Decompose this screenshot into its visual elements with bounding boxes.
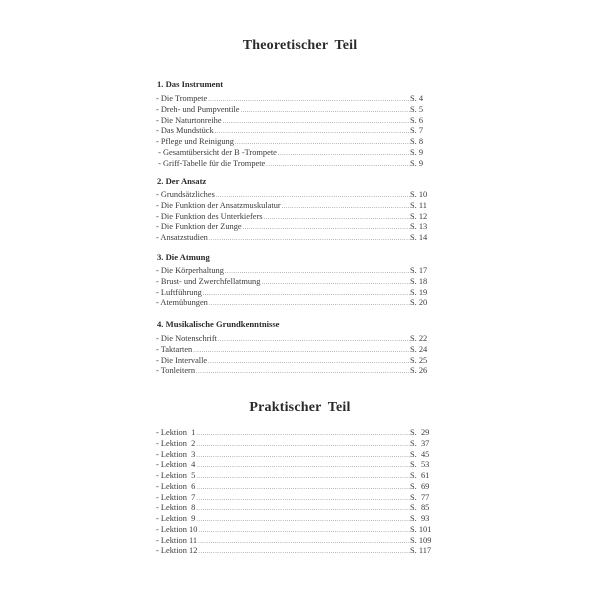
- toc-entry-page: S. 24: [410, 344, 428, 354]
- toc-entry-page: S. 61: [410, 471, 430, 480]
- leader-dots: [196, 494, 410, 505]
- toc-entry-label: - Griff-Tabelle für die Trompete: [156, 158, 266, 168]
- toc-entry-label: - Grundsätzliches: [156, 190, 215, 199]
- toc-entry-page: S. 93: [410, 514, 430, 523]
- toc-entry[interactable]: [156, 212, 428, 223]
- toc-entry-label: - Lektion 7: [156, 492, 196, 502]
- toc-entry-page: S. 5: [410, 104, 424, 114]
- toc-entry-page: S. 109: [410, 535, 432, 545]
- toc-entry-page: S. 10: [410, 190, 428, 199]
- toc-entry-label: - Lektion 8: [156, 503, 196, 513]
- toc-entry-page: S. 19: [410, 287, 428, 297]
- toc-entry-label: - Lektion 1: [156, 428, 196, 437]
- toc-entry-label: - Lektion 3: [156, 449, 196, 459]
- leader-dots: [196, 367, 410, 378]
- toc-entry[interactable]: [156, 116, 428, 127]
- toc-entry[interactable]: [156, 137, 428, 148]
- leader-dots: [241, 106, 410, 117]
- toc-entry[interactable]: [156, 126, 428, 137]
- toc-entry-page: S. 29: [410, 428, 430, 437]
- toc-entry-page: S. 45: [410, 449, 430, 459]
- toc-entry[interactable]: [156, 493, 428, 504]
- leader-dots: [282, 202, 410, 213]
- toc-entry-page: S. 20: [410, 298, 428, 308]
- toc-entry[interactable]: [156, 428, 428, 439]
- toc-entry-label: - Tonleitern: [156, 366, 196, 376]
- toc-entry[interactable]: [156, 201, 428, 212]
- leader-dots: [196, 451, 410, 462]
- leader-dots: [196, 461, 410, 472]
- toc-list-instrument: [156, 94, 428, 169]
- toc-list-atmung: [156, 266, 428, 309]
- toc-entry[interactable]: [156, 503, 428, 514]
- toc-entry-page: S. 17: [410, 266, 428, 275]
- toc-entry-page: S. 13: [410, 222, 428, 232]
- section-heading-instrument: 1. Das Instrument: [157, 79, 224, 89]
- leader-dots: [278, 149, 410, 160]
- leader-dots: [196, 472, 410, 483]
- leader-dots: [264, 213, 410, 224]
- leader-dots: [196, 504, 410, 515]
- toc-entry-label: - Die Funktion der Ansatzmuskulatur: [156, 200, 281, 210]
- toc-entry-label: - Pflege und Reinigung: [156, 137, 234, 146]
- toc-entry[interactable]: [156, 334, 428, 345]
- toc-entry-label: - Brust- und Zwerchfellatmung: [156, 276, 261, 286]
- leader-dots: [261, 278, 410, 289]
- toc-entry[interactable]: [156, 535, 432, 547]
- toc-entry-label: - Lektion 4: [156, 460, 196, 470]
- toc-entry-page: S. 6: [410, 115, 424, 125]
- leader-dots: [209, 299, 410, 310]
- toc-entry-page: S. 11: [410, 200, 427, 210]
- toc-entry-page: S. 14: [410, 233, 428, 242]
- toc-entry[interactable]: [156, 190, 428, 201]
- leader-dots: [266, 160, 410, 171]
- toc-entry[interactable]: [156, 105, 428, 116]
- toc-entry-label: - Die Naturtonreihe: [156, 115, 222, 125]
- toc-entry[interactable]: [156, 546, 432, 557]
- toc-entry-label: - Die Funktion des Unterkiefers: [156, 211, 263, 221]
- toc-entry[interactable]: [156, 356, 428, 367]
- toc-entry-page: S. 77: [410, 492, 430, 502]
- toc-entry[interactable]: [156, 460, 428, 471]
- practice-title: Praktischer Teil: [249, 400, 351, 415]
- leader-dots: [218, 335, 410, 346]
- toc-list-grundkenntnisse: [156, 334, 428, 377]
- leader-dots: [198, 526, 410, 537]
- toc-entry[interactable]: [156, 94, 428, 105]
- toc-entry-page: S. 69: [410, 481, 430, 491]
- toc-entry-label: - Die Funktion der Zunge: [156, 222, 242, 232]
- toc-list-lessons: [156, 428, 432, 557]
- toc-entry-page: S. 37: [410, 438, 430, 448]
- leader-dots: [223, 117, 410, 128]
- toc-entry[interactable]: [156, 222, 428, 233]
- toc-entry-label: - Gesamtübersicht der B -Trompete: [156, 147, 277, 157]
- toc-entry-label: - Lektion 5: [156, 471, 196, 480]
- leader-dots: [208, 357, 410, 368]
- toc-entry-page: S. 12: [410, 211, 428, 221]
- toc-entry-page: S. 53: [410, 460, 430, 470]
- toc-entry-label: - Taktarten: [156, 344, 193, 354]
- toc-entry[interactable]: [156, 288, 428, 299]
- toc-entry[interactable]: [156, 233, 428, 244]
- toc-entry-page: S. 101: [410, 524, 432, 534]
- toc-entry[interactable]: [156, 159, 428, 170]
- toc-entry[interactable]: [156, 450, 428, 461]
- toc-entry[interactable]: [156, 482, 428, 493]
- leader-dots: [193, 346, 410, 357]
- toc-entry-label: - Lektion 9: [156, 514, 196, 523]
- toc-entry[interactable]: [156, 298, 428, 309]
- toc-entry-page: S. 7: [410, 126, 424, 136]
- toc-entry-label: - Die Notenschrift: [156, 334, 217, 343]
- toc-entry-label: - Atemübungen: [156, 298, 208, 308]
- toc-list-ansatz: [156, 190, 428, 244]
- toc-entry-label: - Das Mundstück: [156, 126, 214, 136]
- leader-dots: [209, 234, 410, 245]
- toc-entry-label: - Lektion 11: [156, 535, 198, 545]
- toc-entry[interactable]: [156, 439, 428, 450]
- leader-dots: [198, 547, 410, 558]
- toc-entry-label: - Luftführung: [156, 287, 202, 297]
- toc-entry-label: - Dreh- und Pumpventile: [156, 104, 240, 114]
- toc-entry-page: S. 25: [410, 355, 428, 365]
- toc-entry[interactable]: [156, 148, 428, 159]
- toc-entry[interactable]: [156, 277, 428, 288]
- leader-dots: [198, 537, 410, 548]
- toc-entry-page: S. 22: [410, 334, 428, 343]
- leader-dots: [196, 429, 410, 440]
- toc-entry-label: - Die Trompete: [156, 94, 208, 103]
- section-heading-grundkenntnisse: 4. Musikalische Grundkenntnisse: [157, 319, 280, 329]
- toc-entry[interactable]: [156, 366, 428, 377]
- leader-dots: [215, 127, 410, 138]
- toc-entry-page: S. 18: [410, 276, 428, 286]
- leader-dots: [243, 223, 410, 234]
- toc-entry-page: S. 26: [410, 366, 428, 376]
- toc-entry-label: - Lektion 2: [156, 438, 196, 448]
- toc-entry-label: - Lektion 12: [156, 546, 198, 556]
- toc-entry-page: S. 9: [410, 147, 424, 157]
- leader-dots: [203, 289, 410, 300]
- toc-entry-page: S. 4: [410, 94, 424, 103]
- section-heading-atmung: 3. Die Atmung: [157, 252, 210, 262]
- toc-entry[interactable]: [156, 524, 432, 536]
- toc-entry-page: S. 85: [410, 503, 430, 513]
- leader-dots: [196, 515, 410, 526]
- toc-entry-label: - Die Körperhaltung: [156, 266, 224, 275]
- leader-dots: [196, 483, 410, 494]
- toc-entry-page: S. 117: [410, 546, 432, 556]
- section-heading-ansatz: 2. Der Ansatz: [157, 176, 207, 186]
- toc-entry-page: S. 9: [410, 158, 424, 168]
- toc-entry-label: - Die Intervalle: [156, 355, 208, 365]
- toc-entry-label: - Ansatzstudien: [156, 233, 208, 242]
- toc-entry-label: - Lektion 10: [156, 524, 198, 534]
- toc-entry[interactable]: [156, 266, 428, 277]
- theory-title: Theoretischer Teil: [242, 38, 358, 53]
- toc-entry-label: - Lektion 6: [156, 481, 196, 491]
- leader-dots: [196, 440, 410, 451]
- toc-entry[interactable]: [156, 345, 428, 356]
- toc-entry[interactable]: [156, 514, 428, 525]
- toc-entry[interactable]: [156, 471, 428, 482]
- toc-entry-page: S. 8: [410, 137, 424, 146]
